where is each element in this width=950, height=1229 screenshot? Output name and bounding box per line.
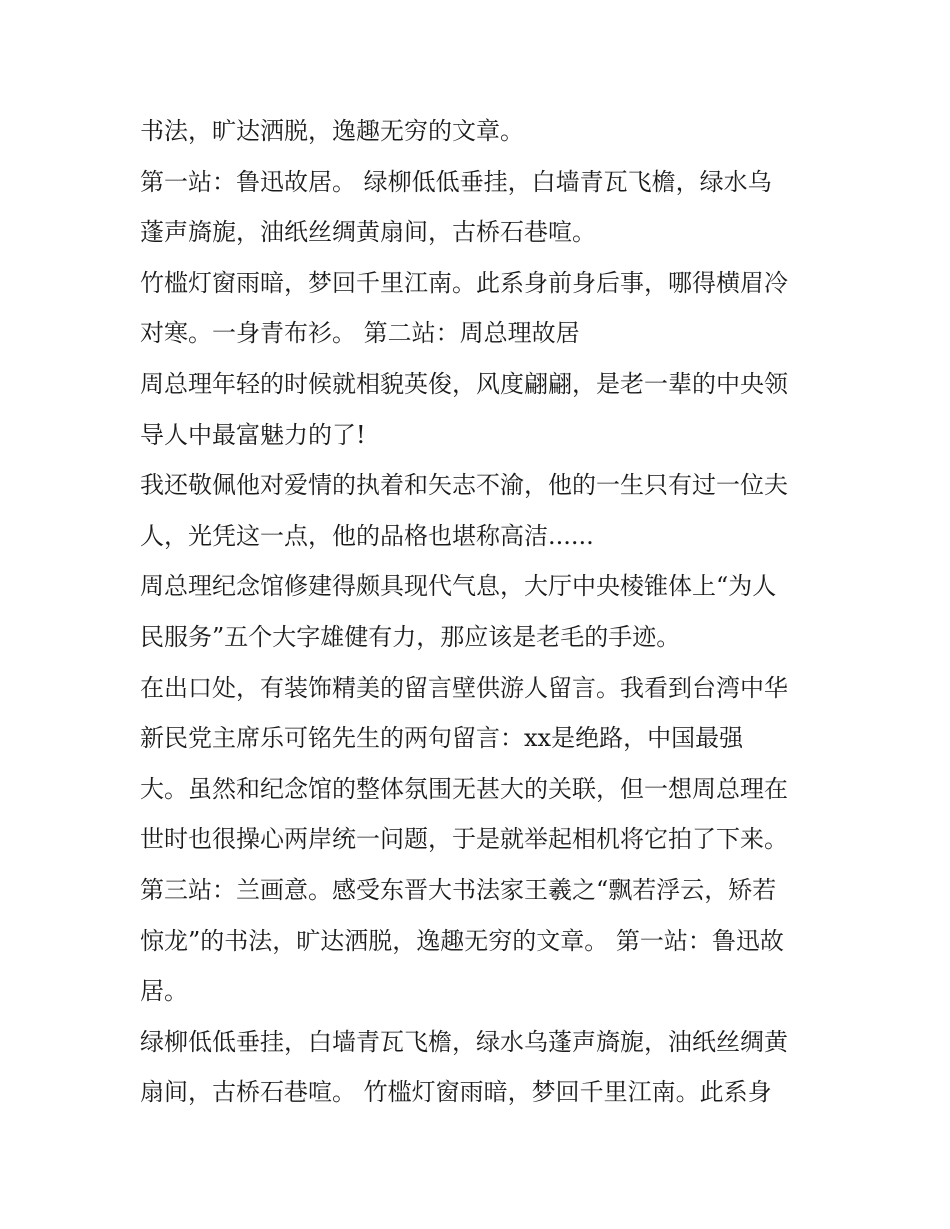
text-line: 大。虽然和纪念馆的整体氛围无甚大的关联，但一想周总理在 (140, 774, 788, 803)
text-line: 第一站：鲁迅故居。 绿柳低低垂挂，白墙青瓦飞檐，绿水乌 (140, 167, 772, 196)
text-line: 绿柳低低垂挂，白墙青瓦飞檐，绿水乌蓬声旖旎，油纸丝绸黄 (140, 1027, 788, 1056)
text-line: 导人中最富魅力的了! (140, 420, 366, 449)
text-line: 对寒。一身青布衫。 第二站：周总理故居 (140, 319, 580, 348)
text-line: 周总理年轻的时候就相貌英俊，风度翩翩，是老一辈的中央领 (140, 369, 788, 398)
text-line: 第三站：兰画意。感受东晋大书法家王羲之“飘若浮云，矫若 (140, 875, 777, 904)
text-line: 周总理纪念馆修建得颇具现代气息，大厅中央棱锥体上“为人 (140, 572, 777, 601)
text-line: 人，光凭这一点，他的品格也堪称高洁...... (140, 521, 594, 550)
text-line: 书法，旷达洒脱，逸趣无穷的文章。 (140, 117, 524, 145)
text-line: 惊龙”的书法，旷达洒脱，逸趣无穷的文章。 第一站：鲁迅故 (140, 926, 784, 955)
document-body (140, 106, 830, 1118)
text-line: 新民党主席乐可铭先生的两句留言：xx是绝路，中国最强 (140, 724, 744, 753)
text-line: 民服务”五个大字雄健有力，那应该是老毛的手迹。 (140, 622, 681, 651)
text-line: 在出口处，有装饰精美的留言壁供游人留言。我看到台湾中华 (140, 673, 788, 702)
text-line: 竹槛灯窗雨暗，梦回千里江南。此系身前身后事，哪得横眉冷 (140, 268, 788, 297)
text-line: 扇间，古桥石巷喧。 竹槛灯窗雨暗，梦回千里江南。此系身 (140, 1078, 772, 1107)
text-line: 我还敬佩他对爱情的执着和矢志不渝，他的一生只有过一位夫 (140, 471, 788, 500)
text-line: 蓬声旖旎，油纸丝绸黄扇间，古桥石巷喧。 (140, 218, 596, 247)
text-line: 世时也很操心两岸统一问题，于是就举起相机将它拍了下来。 (140, 825, 788, 854)
text-line: 居。 (140, 977, 188, 1006)
